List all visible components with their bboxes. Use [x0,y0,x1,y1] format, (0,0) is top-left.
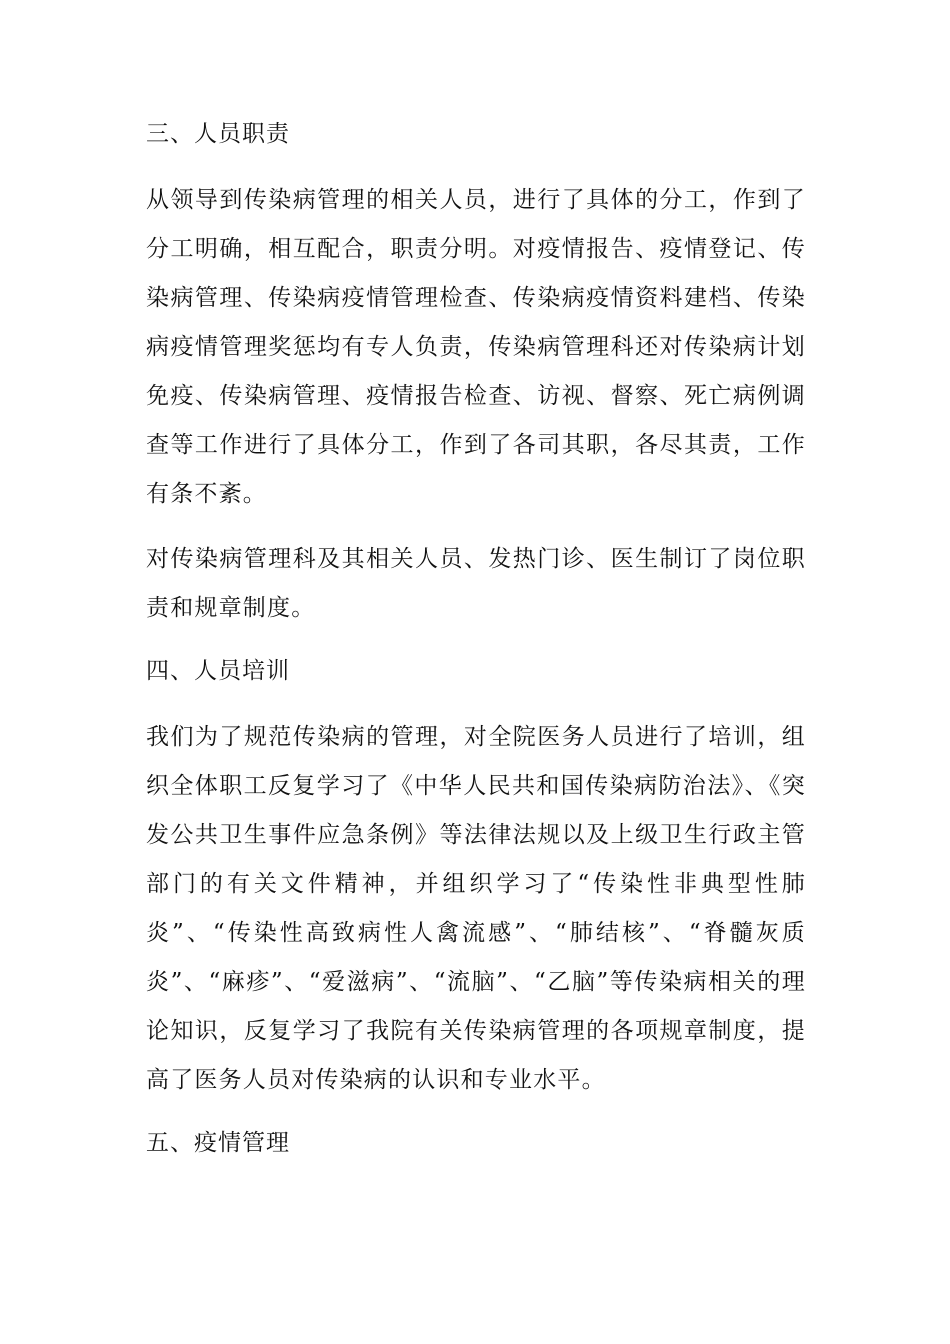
section-heading-staff-training: 四、人员培训 [146,658,290,684]
section-heading-staff-duties: 三、人员职责 [146,121,290,147]
paragraph-division-of-duties: 从领导到传染病管理的相关人员，进行了具体的分工，作到了分工明确，相互配合，职责分明。对疫情报告、疫情登记、传染病管理、传染病疫情管理检查、传染病疫情资料建档、传染病疫情管理奖惩均有专人负责，传染病管理科还对传染病计划免疫、传染病管理、疫情报告检查、访视、督察、死亡病例调查等工作进行了具体分工，作到了各司其职，各尽其责，工作有条不紊。 [146,187,806,507]
document-body [146,112,806,1165]
paragraph-training-content: 我们为了规范传染病的管理，对全院医务人员进行了培训，组织全体职工反复学习了《中华人民共和国传染病防治法》、《突发公共卫生事件应急条例》等法律法规以及上级卫生行政主管部门的有关文件精神，并组织学习了“传染性非典型性肺炎”、“传染性高致病性人禽流感”、“肺结核”、“脊髓灰质炎”、“麻疹”、“爱滋病”、“流脑”、“乙脑”等传染病相关的理论知识，反复学习了我院有关传染病管理的各项规章制度，提高了医务人员对传染病的认识和专业水平。 [146,724,806,1093]
section-heading-epidemic-management: 五、疫情管理 [146,1130,290,1156]
paragraph-job-responsibilities: 对传染病管理科及其相关人员、发热门诊、医生制订了岗位职责和规章制度。 [146,546,806,621]
